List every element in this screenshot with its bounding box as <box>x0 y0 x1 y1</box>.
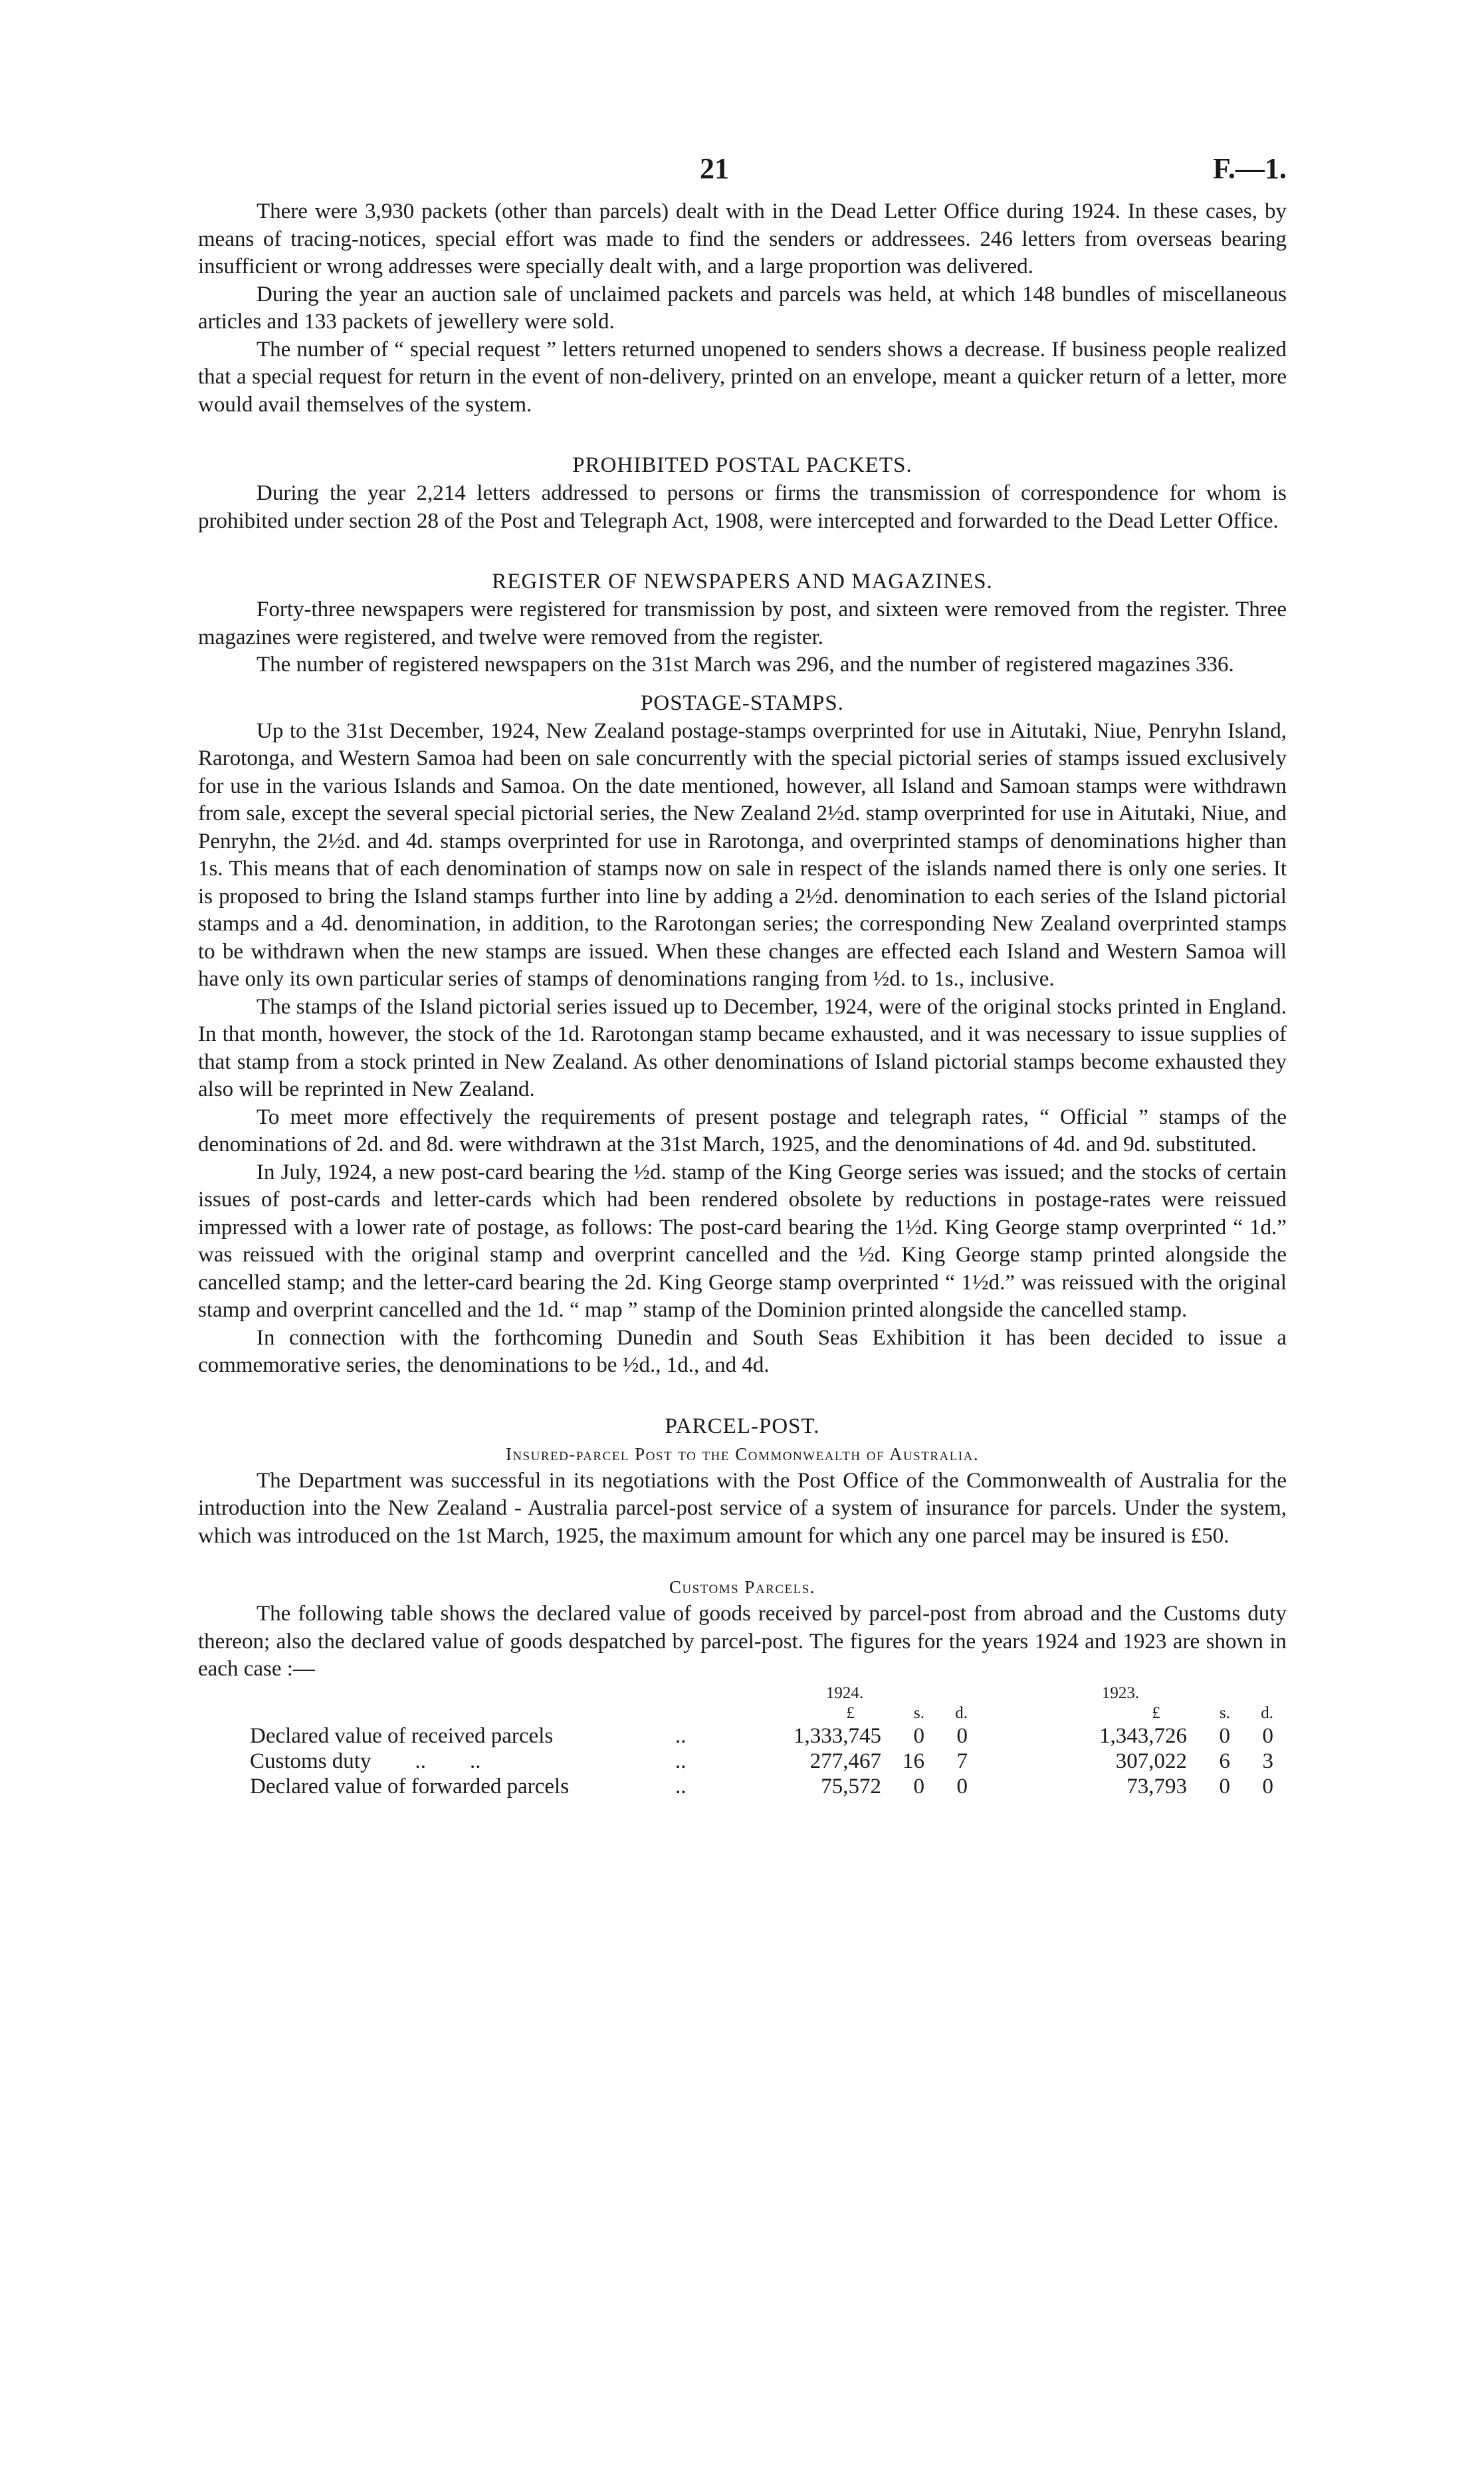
value-shillings: 16 <box>902 1749 924 1773</box>
value-pence: 3 <box>1262 1749 1273 1773</box>
dead-letter-section <box>198 198 1287 419</box>
value-pounds: 307,022 <box>1115 1749 1187 1773</box>
customs-table <box>250 1683 1273 1799</box>
register-section <box>198 567 1287 679</box>
row-label: Declared value of forwarded parcels <box>250 1774 570 1798</box>
paragraph: The number of registered newspapers on the 31st March was 296, and the number of registered magazines 336. <box>257 653 1234 677</box>
table-unit-row <box>250 1703 1273 1723</box>
subsection-heading: Insured-parcel Post to the Commonwealth of Australia. <box>505 1444 980 1464</box>
row-label: Customs duty .. .. <box>250 1749 481 1773</box>
leader-dots: .. <box>675 1749 687 1773</box>
unit-pounds: £ <box>846 1703 855 1722</box>
paragraph: In July, 1924, a new post-card bearing the ½d. stamp of the King George series was issued; and the stocks of certain issues of post-cards and letter-cards which had been rendered obsolete by reductions in postage-rates were reissued impressed with a lower rate of postage, as follows: The post-card bearing the 1½d. King George stamp overprinted “ 1d.” was reissued with the original stamp and overprint cancelled and the ½d. King George stamp printed alongside the cancelled stamp; and the letter-card bearing the 2d. King George stamp overprinted “ 1½d.” was reissued with the original stamp and overprint cancelled and the 1d. “ map ” stamp of the Dominion printed alongside the cancelled stamp. <box>198 1160 1287 1322</box>
paragraph: There were 3,930 packets (other than parcels) dealt with in the Dead Letter Office during 1924. In these cases, by means of tracing-notices, special effort was made to find the senders or addressees. 246 letters from overseas bearing insufficient or wrong addresses were specially dealt with, and a large proportion was delivered. <box>198 199 1287 278</box>
value-pounds: 277,467 <box>809 1749 881 1773</box>
stamps-section <box>198 689 1287 1380</box>
prohibited-section <box>198 451 1287 535</box>
value-shillings: 0 <box>1219 1774 1230 1798</box>
paragraph: Up to the 31st December, 1924, New Zealand postage-stamps overprinted for use in Aitutaki, Niue, Penryhn Island, Rarotonga, and Western Samoa had been on sale concurrently with the special pictorial series of stamps issued exclusively for use in the various Islands and Samoa. On the date mentioned, however, all Island and Samoan stamps were withdrawn from sale, except the several special pictorial series, the New Zealand 2½d. stamp overprinted for use in Aitutaki, Niue, and Penryhn, the 2½d. and 4d. stamps overprinted for use in Rarotonga, and overprinted stamps of denominations higher than 1s. This means that of each denomination of stamps now on sale in respect of the islands named there is only one series. It is proposed to bring the Island stamps further into line by adding a 2½d. denomination to each series of the Island pictorial stamps and a 4d. denomination, in addition, to the Rarotongan series; the corresponding New Zealand overprinted stamps to be withdrawn when the new stamps are issued. When these changes are effected each Island and Western Samoa will have only its own particular series of stamps of denominations ranging from ½d. to 1s., inclusive. <box>198 718 1287 991</box>
subsection-heading: Customs Parcels. <box>669 1577 816 1597</box>
paragraph: Forty-three newspapers were registered for transmission by post, and sixteen were removed from the register. Three magazines were registered, and twelve were removed from the register. <box>198 597 1287 649</box>
paragraph: To meet more effectively the requirements of present postage and telegraph rates, “ Official ” stamps of the denominations of 2d. and 8d. were withdrawn at the 31st March, 1925, and the denominations of 4d. and 9d. substituted. <box>198 1105 1287 1156</box>
section-heading: PROHIBITED POSTAL PACKETS. <box>572 453 912 477</box>
paragraph: In connection with the forthcoming Dunedin and South Seas Exhibition it has been decided to issue a commemorative series, the denominations to be ½d., 1d., and 4d. <box>198 1325 1287 1377</box>
page-header <box>198 152 1287 198</box>
paragraph: During the year 2,214 letters addressed to persons or firms the transmission of correspondence for whom is prohibited under section 28 of the Post and Telegraph Act, 1908, were intercepted and forwarded to the Dead Letter Office. <box>198 481 1287 533</box>
leader-dots: .. <box>675 1723 687 1748</box>
paragraph: The stamps of the Island pictorial series issued up to December, 1924, were of the original stocks printed in England. In that month, however, the stock of the 1d. Rarotongan stamp became exhausted, and it was necessary to issue supplies of that stamp from a stock printed in New Zealand. As other denominations of Island pictorial stamps become exhausted they also will be reprinted in New Zealand. <box>198 994 1287 1101</box>
row-label: Declared value of received parcels <box>250 1723 554 1748</box>
unit-pence: d. <box>955 1703 968 1722</box>
section-heading: POSTAGE-STAMPS. <box>641 691 844 715</box>
unit-pence: d. <box>1261 1703 1273 1722</box>
year-1923-header: 1923. <box>1101 1683 1140 1702</box>
value-pence: 0 <box>956 1723 968 1748</box>
value-pounds: 1,333,745 <box>794 1723 881 1748</box>
value-pence: 0 <box>1262 1723 1273 1748</box>
value-pence: 0 <box>956 1774 968 1798</box>
value-shillings: 6 <box>1219 1749 1230 1773</box>
table-header-row <box>250 1683 1273 1703</box>
value-pounds: 1,343,726 <box>1099 1723 1187 1748</box>
value-pence: 0 <box>1262 1774 1273 1798</box>
table-row <box>250 1723 1273 1749</box>
year-1924-header: 1924. <box>825 1683 864 1702</box>
paragraph: The Department was successful in its negotiations with the Post Office of the Commonwealth of Australia for the introduction into the New Zealand - Australia parcel-post service of a system of insurance for parcels. Under the system, which was introduced on the 1st March, 1925, the maximum amount for which any one parcel may be insured is £50. <box>198 1468 1287 1548</box>
value-pounds: 73,793 <box>1126 1774 1187 1798</box>
value-shillings: 0 <box>913 1723 924 1748</box>
value-shillings: 0 <box>913 1774 924 1798</box>
value-pence: 7 <box>956 1749 968 1773</box>
document-page <box>198 152 1287 1799</box>
unit-shillings: s. <box>1219 1703 1230 1722</box>
leader-dots: .. <box>675 1774 687 1798</box>
paragraph: The number of “ special request ” letters returned unopened to senders shows a decrease. If business people realized that a special request for return in the event of non-delivery, printed on an envelope, meant a quicker return of a letter, more would avail themselves of the system. <box>198 337 1287 417</box>
unit-pounds: £ <box>1152 1703 1160 1722</box>
paragraph: During the year an auction sale of unclaimed packets and parcels was held, at which 148 bundles of miscellaneous articles and 133 packets of jewellery were sold. <box>198 282 1287 334</box>
section-heading: PARCEL-POST. <box>665 1414 820 1438</box>
page-number: 21 <box>700 152 729 185</box>
section-heading: REGISTER OF NEWSPAPERS AND MAGAZINES. <box>492 570 993 594</box>
value-pounds: 75,572 <box>821 1774 881 1798</box>
table-row <box>250 1749 1273 1774</box>
document-reference: F.—1. <box>1213 152 1287 185</box>
table-row <box>250 1774 1273 1799</box>
unit-shillings: s. <box>914 1703 924 1722</box>
paragraph: The following table shows the declared value of goods received by parcel-post from abroad and the Customs duty thereon; also the declared value of goods despatched by parcel-post. The figures for the years 1924 and 1923 are shown in each case :— <box>198 1602 1287 1681</box>
parcel-post-section <box>198 1412 1287 1799</box>
value-shillings: 0 <box>1219 1723 1230 1748</box>
